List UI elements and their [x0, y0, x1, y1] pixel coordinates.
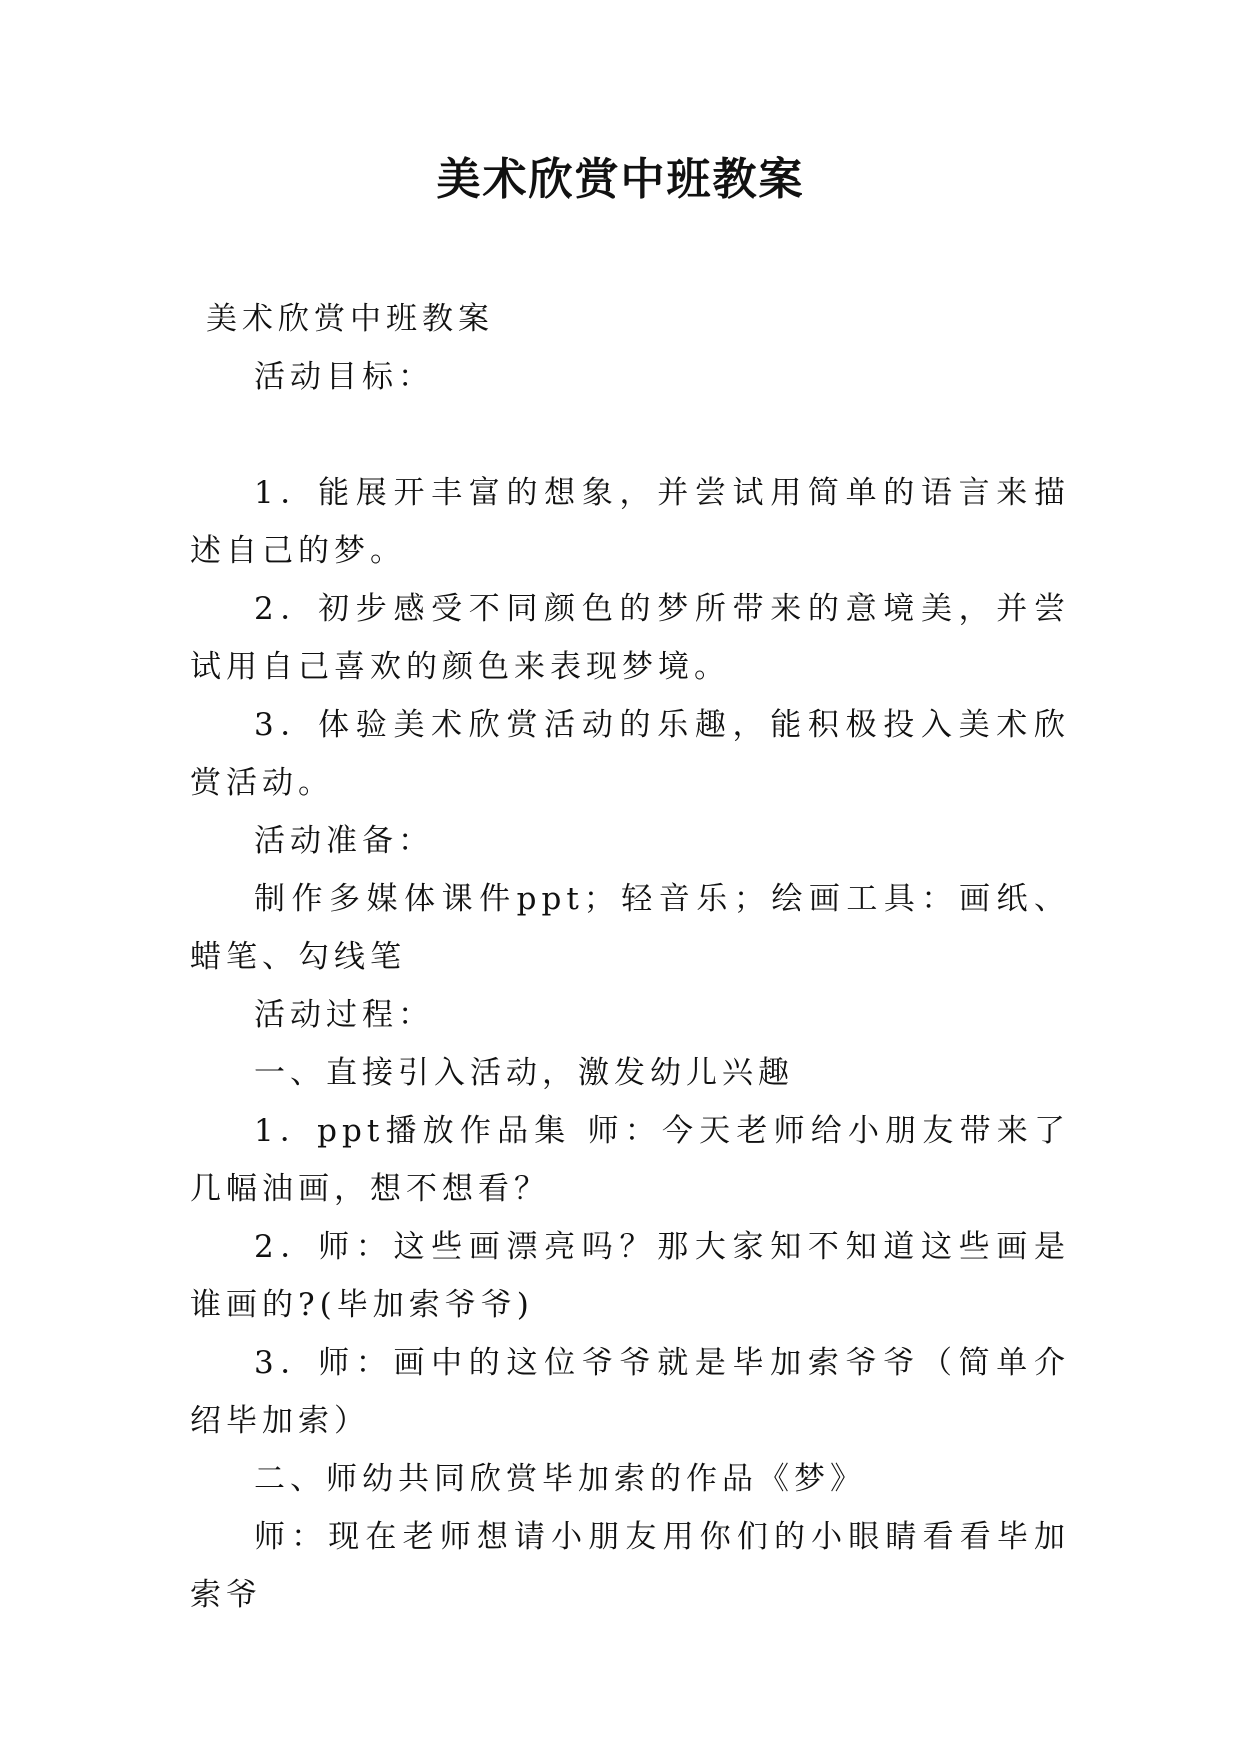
- document-subtitle: 美术欣赏中班教案: [206, 301, 494, 337]
- document-body: [190, 290, 1070, 1624]
- process-item-1: 1．ppt播放作品集 师：今天老师给小朋友带来了几幅油画，想不想看？: [190, 1113, 1070, 1207]
- process-text-teacher: 师：现在老师想请小朋友用你们的小眼睛看看毕加索爷: [190, 1519, 1070, 1613]
- section-heading-process: 活动过程：: [254, 997, 434, 1033]
- section-heading-preparation: 活动准备：: [254, 823, 434, 859]
- goal-item-1: 1．能展开丰富的想象，并尝试用简单的语言来描述自己的梦。: [190, 475, 1070, 569]
- process-step-heading-1: 一、直接引入活动，激发幼儿兴趣: [254, 1055, 794, 1091]
- document-title: 美术欣赏中班教案: [436, 154, 805, 205]
- goal-item-2: 2．初步感受不同颜色的梦所带来的意境美，并尝试用自己喜欢的颜色来表现梦境。: [190, 591, 1070, 685]
- process-item-3: 3．师：画中的这位爷爷就是毕加索爷爷（简单介绍毕加索）: [190, 1345, 1070, 1439]
- goal-item-3: 3．体验美术欣赏活动的乐趣，能积极投入美术欣赏活动。: [190, 707, 1070, 801]
- process-item-2: 2．师：这些画漂亮吗？那大家知不知道这些画是谁画的?(毕加索爷爷): [190, 1229, 1070, 1323]
- process-step-heading-2: 二、师幼共同欣赏毕加索的作品《梦》: [254, 1461, 866, 1497]
- preparation-text: 制作多媒体课件ppt；轻音乐；绘画工具：画纸、蜡笔、勾线笔: [190, 881, 1070, 975]
- section-heading-goals: 活动目标：: [254, 359, 434, 395]
